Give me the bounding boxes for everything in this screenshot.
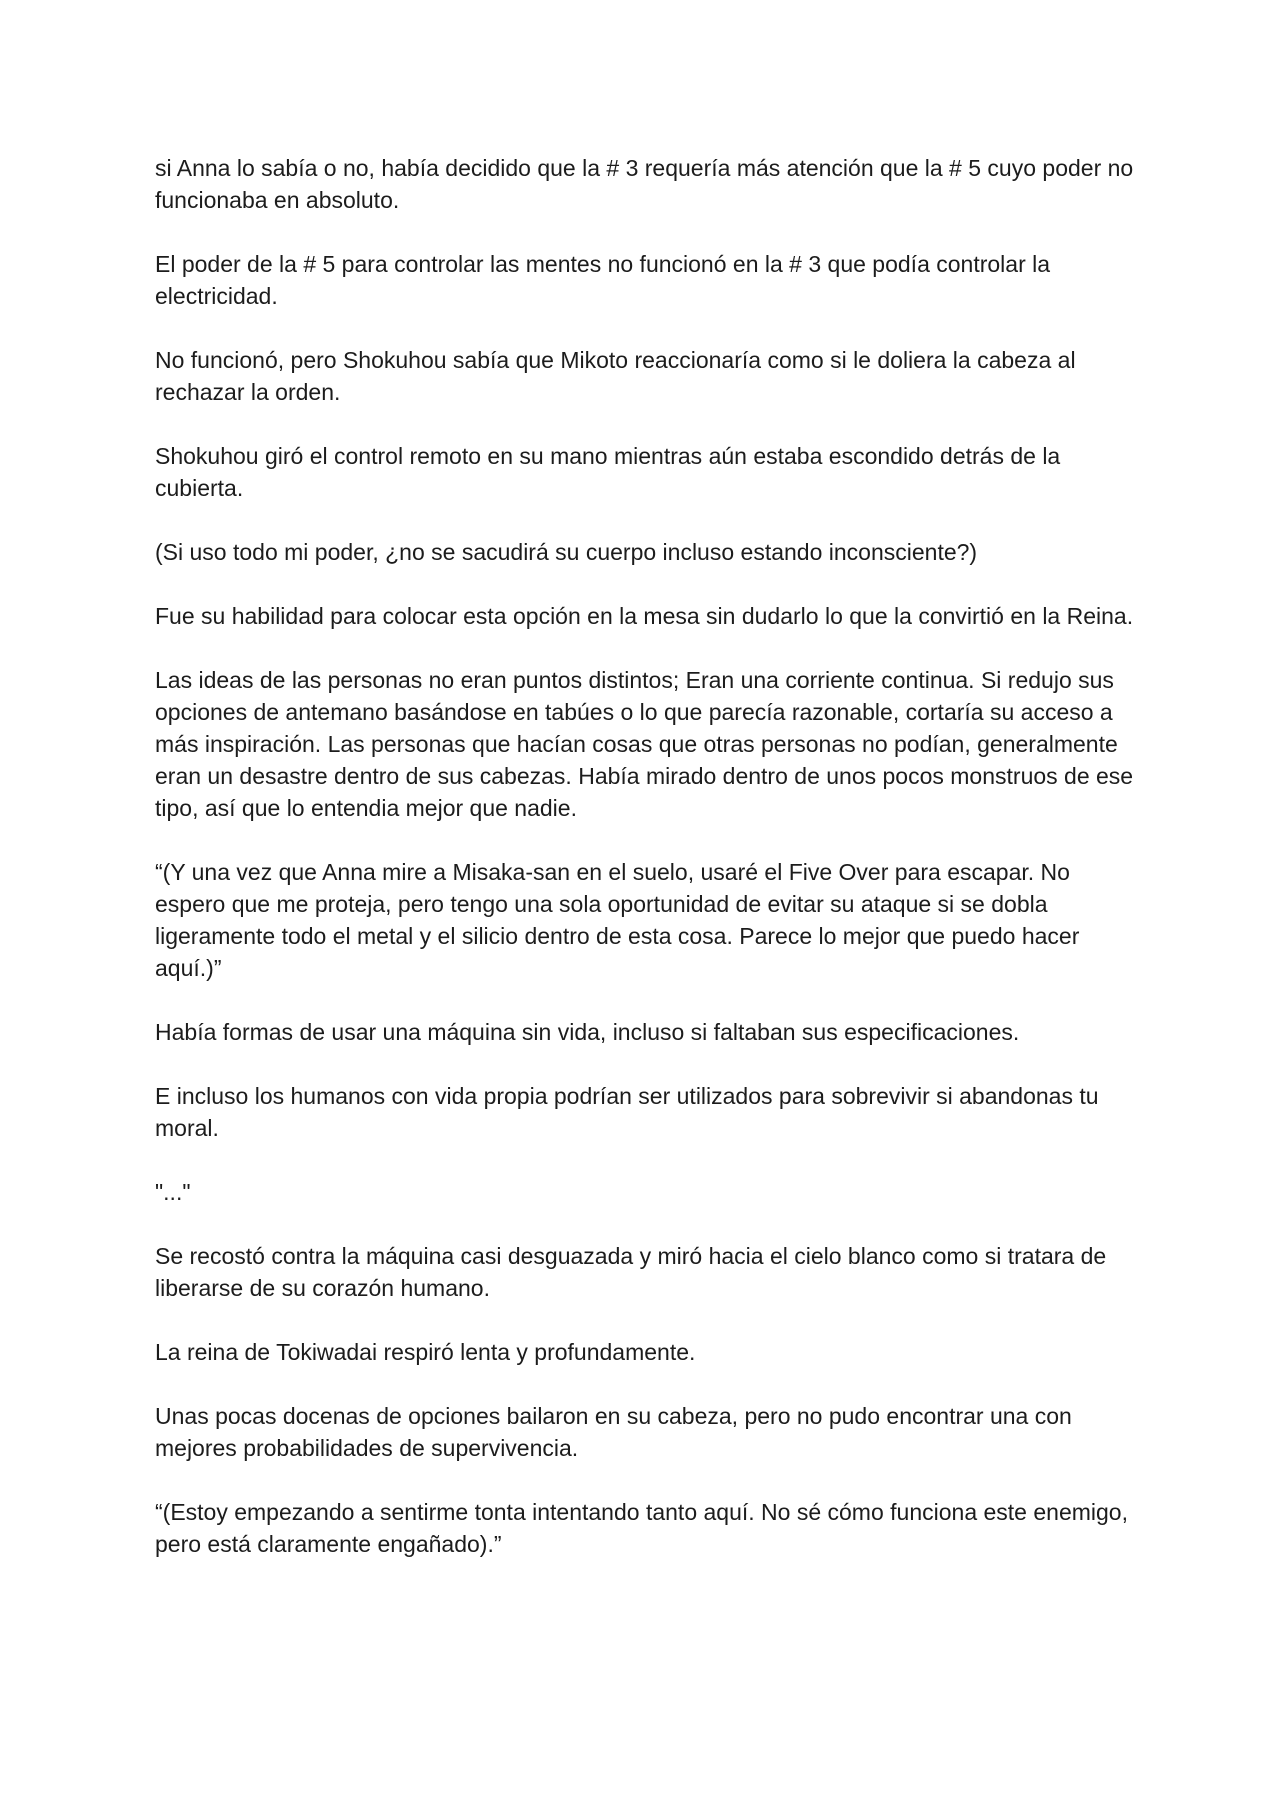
paragraph: E incluso los humanos con vida propia podrían ser utilizados para sobrevivir si abandonas tu moral. bbox=[155, 1083, 1099, 1141]
paragraph: Las ideas de las personas no eran puntos distintos; Eran una corriente continua. Si redujo sus opciones de antemano basándose en tabúes o lo que parecía razonable, cortaría su acceso a más inspiración. Las personas que hacían cosas que otras personas no podían, generalmente eran un desastre dentro de sus cabezas. Había mirado dentro de unos pocos monstruos de ese tipo, así que lo entendia mejor que nadie. bbox=[155, 667, 1134, 821]
paragraph: "..." bbox=[155, 1179, 191, 1205]
paragraph: si Anna lo sabía o no, había decidido que la # 3 requería más atención que la # 5 cuyo poder no funcionaba en absoluto. bbox=[155, 155, 1134, 213]
paragraph: (Si uso todo mi poder, ¿no se sacudirá su cuerpo incluso estando inconsciente?) bbox=[155, 539, 978, 565]
paragraph: “(Estoy empezando a sentirme tonta intentando tanto aquí. No sé cómo funciona este enemigo, pero está claramente engañado).” bbox=[155, 1499, 1128, 1557]
paragraph: Unas pocas docenas de opciones bailaron en su cabeza, pero no pudo encontrar una con mejores probabilidades de supervivencia. bbox=[155, 1403, 1072, 1461]
paragraph: El poder de la # 5 para controlar las mentes no funcionó en la # 3 que podía controlar la electricidad. bbox=[155, 251, 1051, 309]
paragraph: Había formas de usar una máquina sin vida, incluso si faltaban sus especificaciones. bbox=[155, 1019, 1020, 1045]
paragraph: Se recostó contra la máquina casi desguazada y miró hacia el cielo blanco como si tratara de liberarse de su corazón humano. bbox=[155, 1243, 1107, 1301]
paragraph: Shokuhou giró el control remoto en su mano mientras aún estaba escondido detrás de la cubierta. bbox=[155, 443, 1061, 501]
paragraph: No funcionó, pero Shokuhou sabía que Mikoto reaccionaría como si le doliera la cabeza al rechazar la orden. bbox=[155, 347, 1076, 405]
paragraph: Fue su habilidad para colocar esta opción en la mesa sin dudarlo lo que la convirtió en la Reina. bbox=[155, 603, 1134, 629]
paragraph: “(Y una vez que Anna mire a Misaka-san en el suelo, usaré el Five Over para escapar. No espero que me proteja, pero tengo una sola oportunidad de evitar su ataque si se dobla ligeramente todo el metal y el silicio dentro de esta cosa. Parece lo mejor que puedo hacer aquí.)” bbox=[155, 859, 1080, 981]
document-body bbox=[155, 152, 1135, 1592]
paragraph: La reina de Tokiwadai respiró lenta y profundamente. bbox=[155, 1339, 696, 1365]
